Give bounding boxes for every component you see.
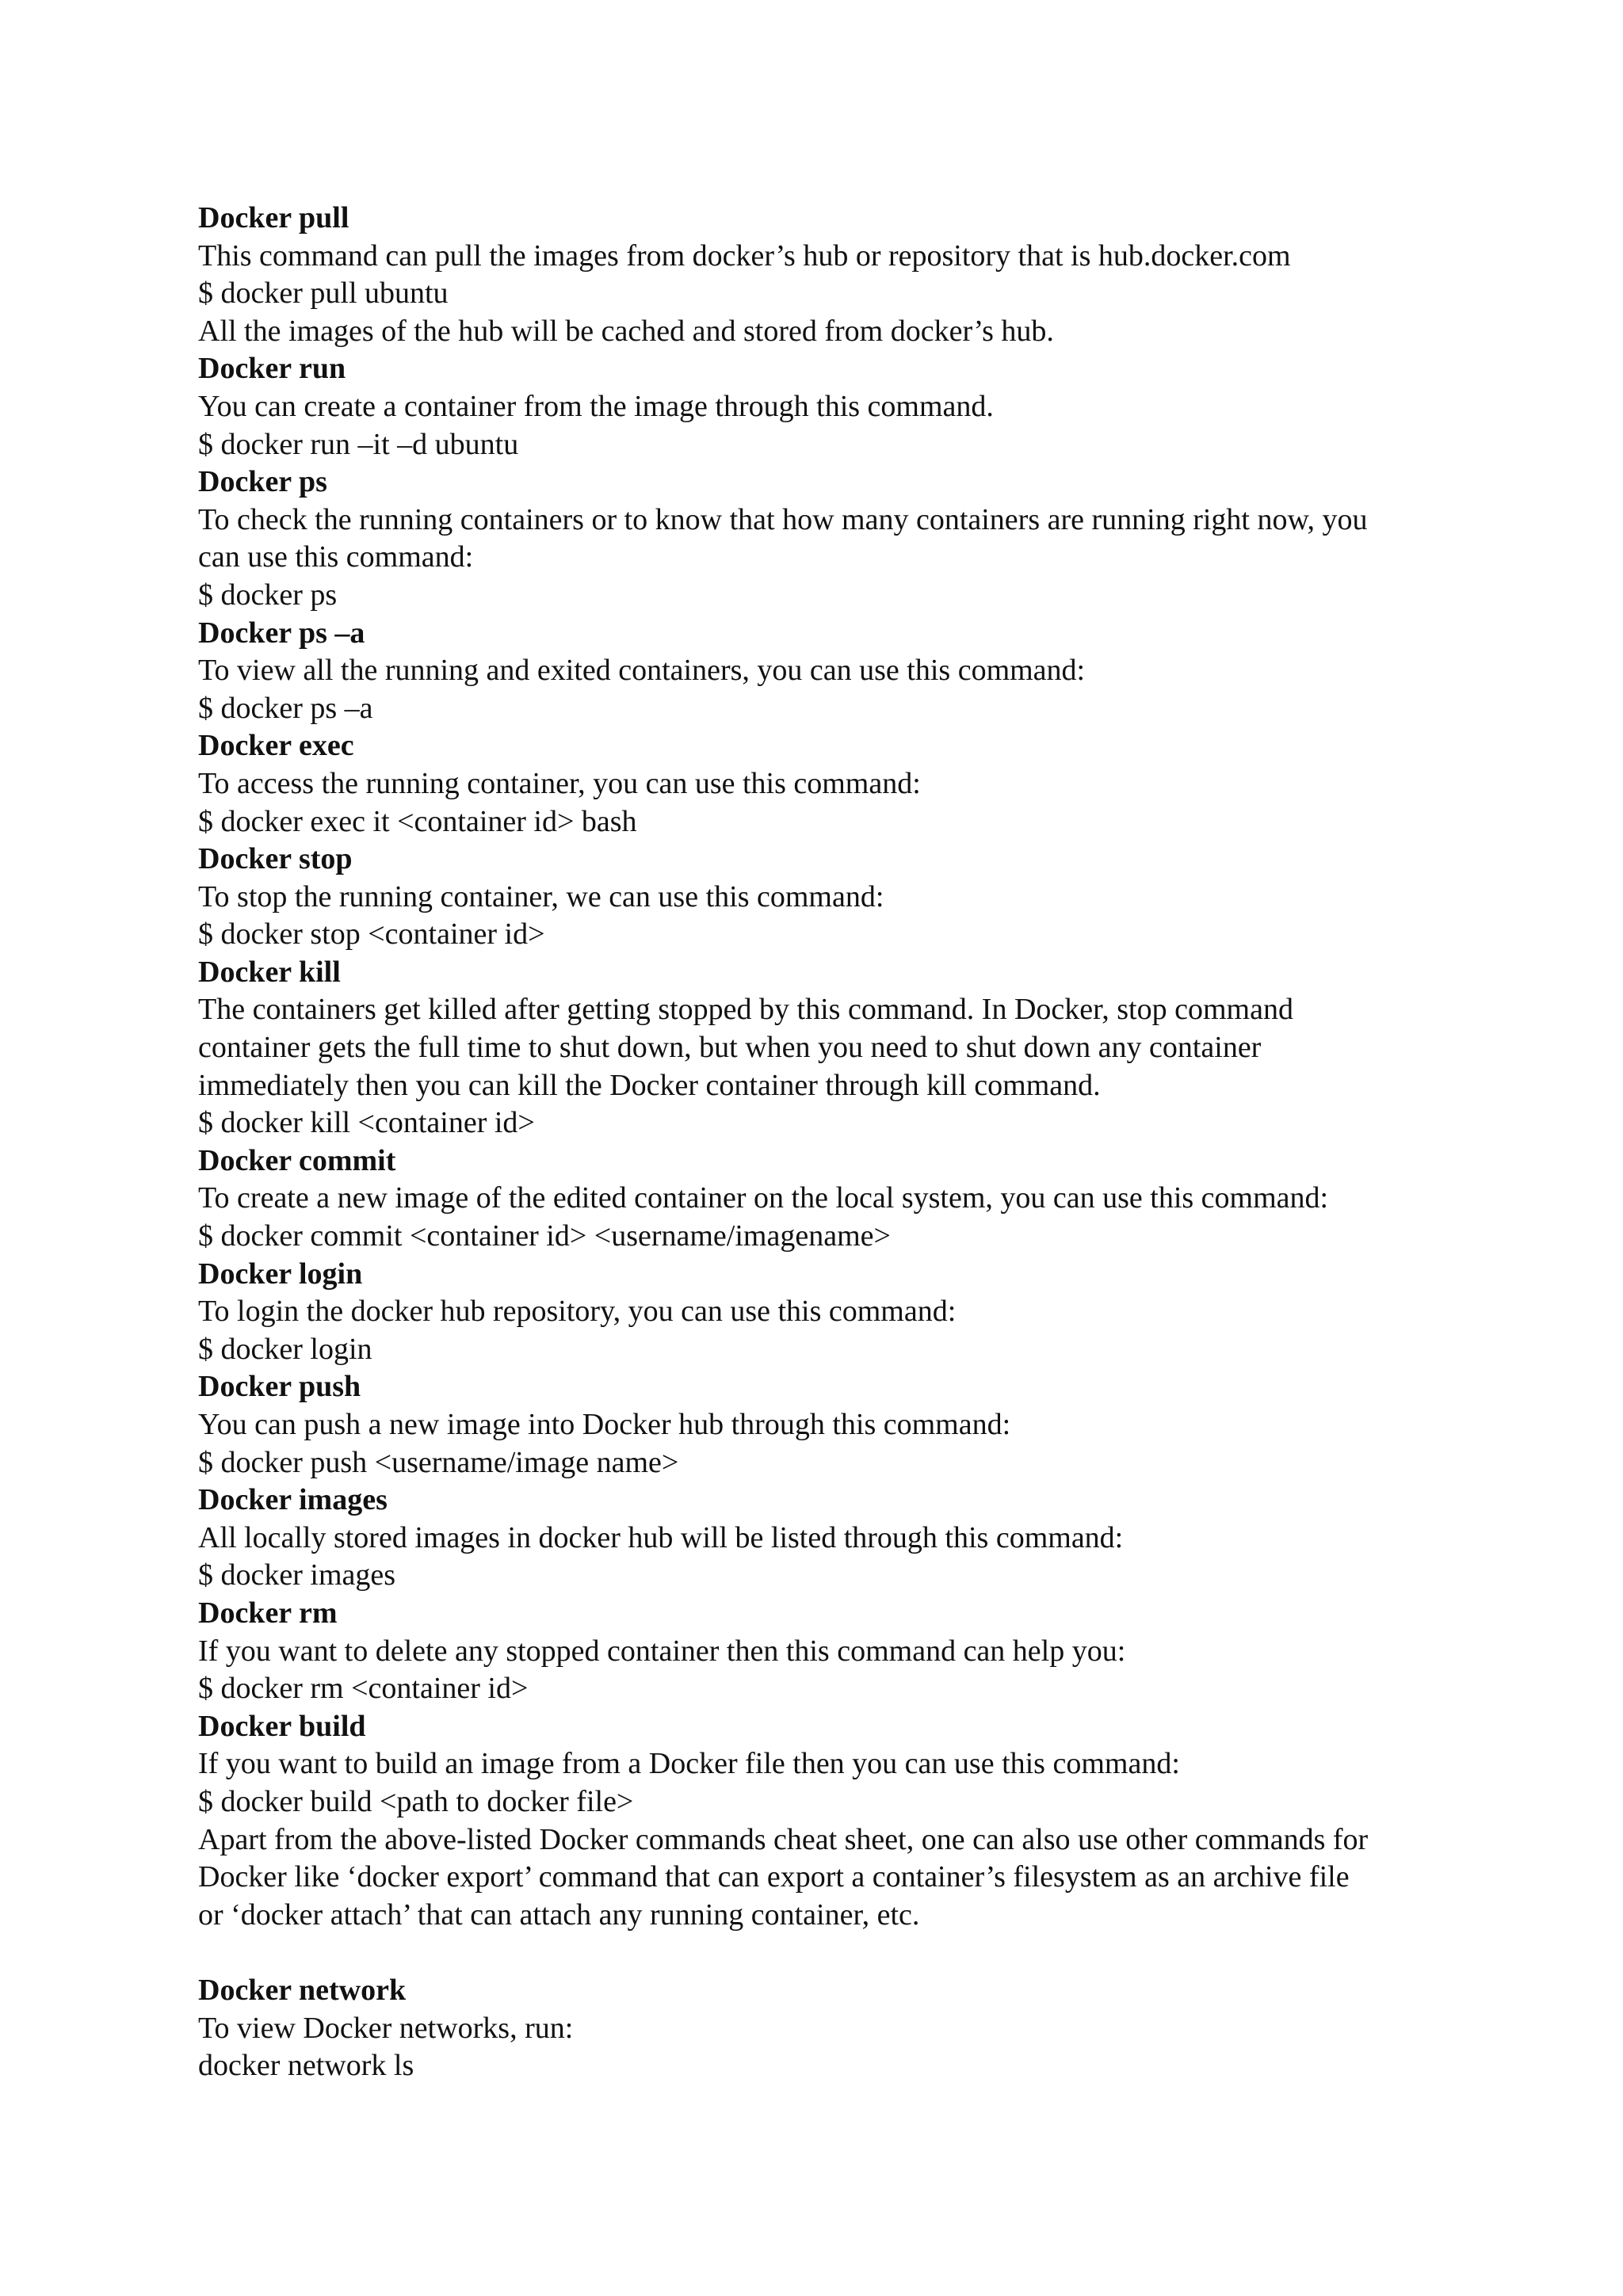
body-text-line: immediately then you can kill the Docker container through kill command. <box>198 1068 1101 1102</box>
section-heading: Docker stop <box>198 842 353 876</box>
body-text-line: If you want to delete any stopped container then this command can help you: <box>198 1634 1126 1668</box>
section-heading: Docker ps –a <box>198 616 365 650</box>
section-heading: Docker kill <box>198 955 341 989</box>
document-content <box>198 200 1498 2085</box>
body-text-line: Docker like ‘docker export’ command that can export a container’s filesystem as an archive file <box>198 1860 1350 1894</box>
section-heading: Docker push <box>198 1370 361 1404</box>
body-text-line: The containers get killed after getting stopped by this command. In Docker, stop command <box>198 993 1293 1027</box>
document-page <box>198 200 1498 2085</box>
section-heading: Docker build <box>198 1709 366 1743</box>
section-heading: Docker run <box>198 352 346 386</box>
command-line: $ docker build <path to docker file> <box>198 1784 634 1818</box>
command-line: docker network ls <box>198 2049 414 2083</box>
section-heading: Docker exec <box>198 729 354 763</box>
body-text-line: or ‘docker attach’ that can attach any running container, etc. <box>198 1897 920 1932</box>
body-text-line: To check the running containers or to know that how many containers are running right now, you <box>198 502 1368 536</box>
body-text-line: can use this command: <box>198 540 474 574</box>
command-line: $ docker commit <container id> <username/imagename> <box>198 1219 891 1253</box>
body-text-line: To stop the running container, we can use this command: <box>198 879 884 913</box>
body-text-line: All the images of the hub will be cached and stored from docker’s hub. <box>198 314 1054 348</box>
body-text-line: To login the docker hub repository, you can use this command: <box>198 1295 957 1329</box>
body-text-line: container gets the full time to shut down, but when you need to shut down any container <box>198 1031 1262 1065</box>
section-heading: Docker ps <box>198 465 327 499</box>
section-spacer <box>198 1934 1498 1972</box>
command-line: $ docker rm <container id> <box>198 1672 529 1706</box>
body-text-line: To create a new image of the edited container on the local system, you can use this command: <box>198 1181 1329 1215</box>
command-line: $ docker ps –a <box>198 691 373 725</box>
section-heading: Docker network <box>198 1973 407 2007</box>
command-line: $ docker exec it <container id> bash <box>198 804 637 838</box>
command-line: $ docker kill <container id> <box>198 1106 535 1140</box>
body-text-line: To view all the running and exited containers, you can use this command: <box>198 654 1086 688</box>
body-text-line: You can push a new image into Docker hub through this command: <box>198 1408 1011 1441</box>
section-heading: Docker commit <box>198 1143 396 1177</box>
command-line: $ docker images <box>198 1558 396 1592</box>
body-text-line: All locally stored images in docker hub will be listed through this command: <box>198 1520 1124 1554</box>
command-line: $ docker ps <box>198 578 338 612</box>
section-heading: Docker pull <box>198 201 349 235</box>
section-heading: Docker rm <box>198 1596 338 1630</box>
command-line: $ docker pull ubuntu <box>198 277 449 311</box>
body-text-line: If you want to build an image from a Docker file then you can use this command: <box>198 1747 1180 1781</box>
command-line: $ docker push <username/image name> <box>198 1445 679 1479</box>
command-line: $ docker run –it –d ubuntu <box>198 427 519 461</box>
body-text-line: This command can pull the images from docker’s hub or repository that is hub.docker.com <box>198 238 1291 273</box>
command-line: $ docker stop <container id> <box>198 917 545 952</box>
section-heading: Docker images <box>198 1483 388 1517</box>
body-text-line: To view Docker networks, run: <box>198 2011 574 2045</box>
body-text-line: You can create a container from the image through this command. <box>198 389 994 423</box>
body-text-line: Apart from the above-listed Docker commands cheat sheet, one can also use other commands for <box>198 1822 1369 1856</box>
body-text-line: To access the running container, you can use this command: <box>198 766 921 800</box>
command-line: $ docker login <box>198 1332 372 1366</box>
section-heading: Docker login <box>198 1257 363 1291</box>
